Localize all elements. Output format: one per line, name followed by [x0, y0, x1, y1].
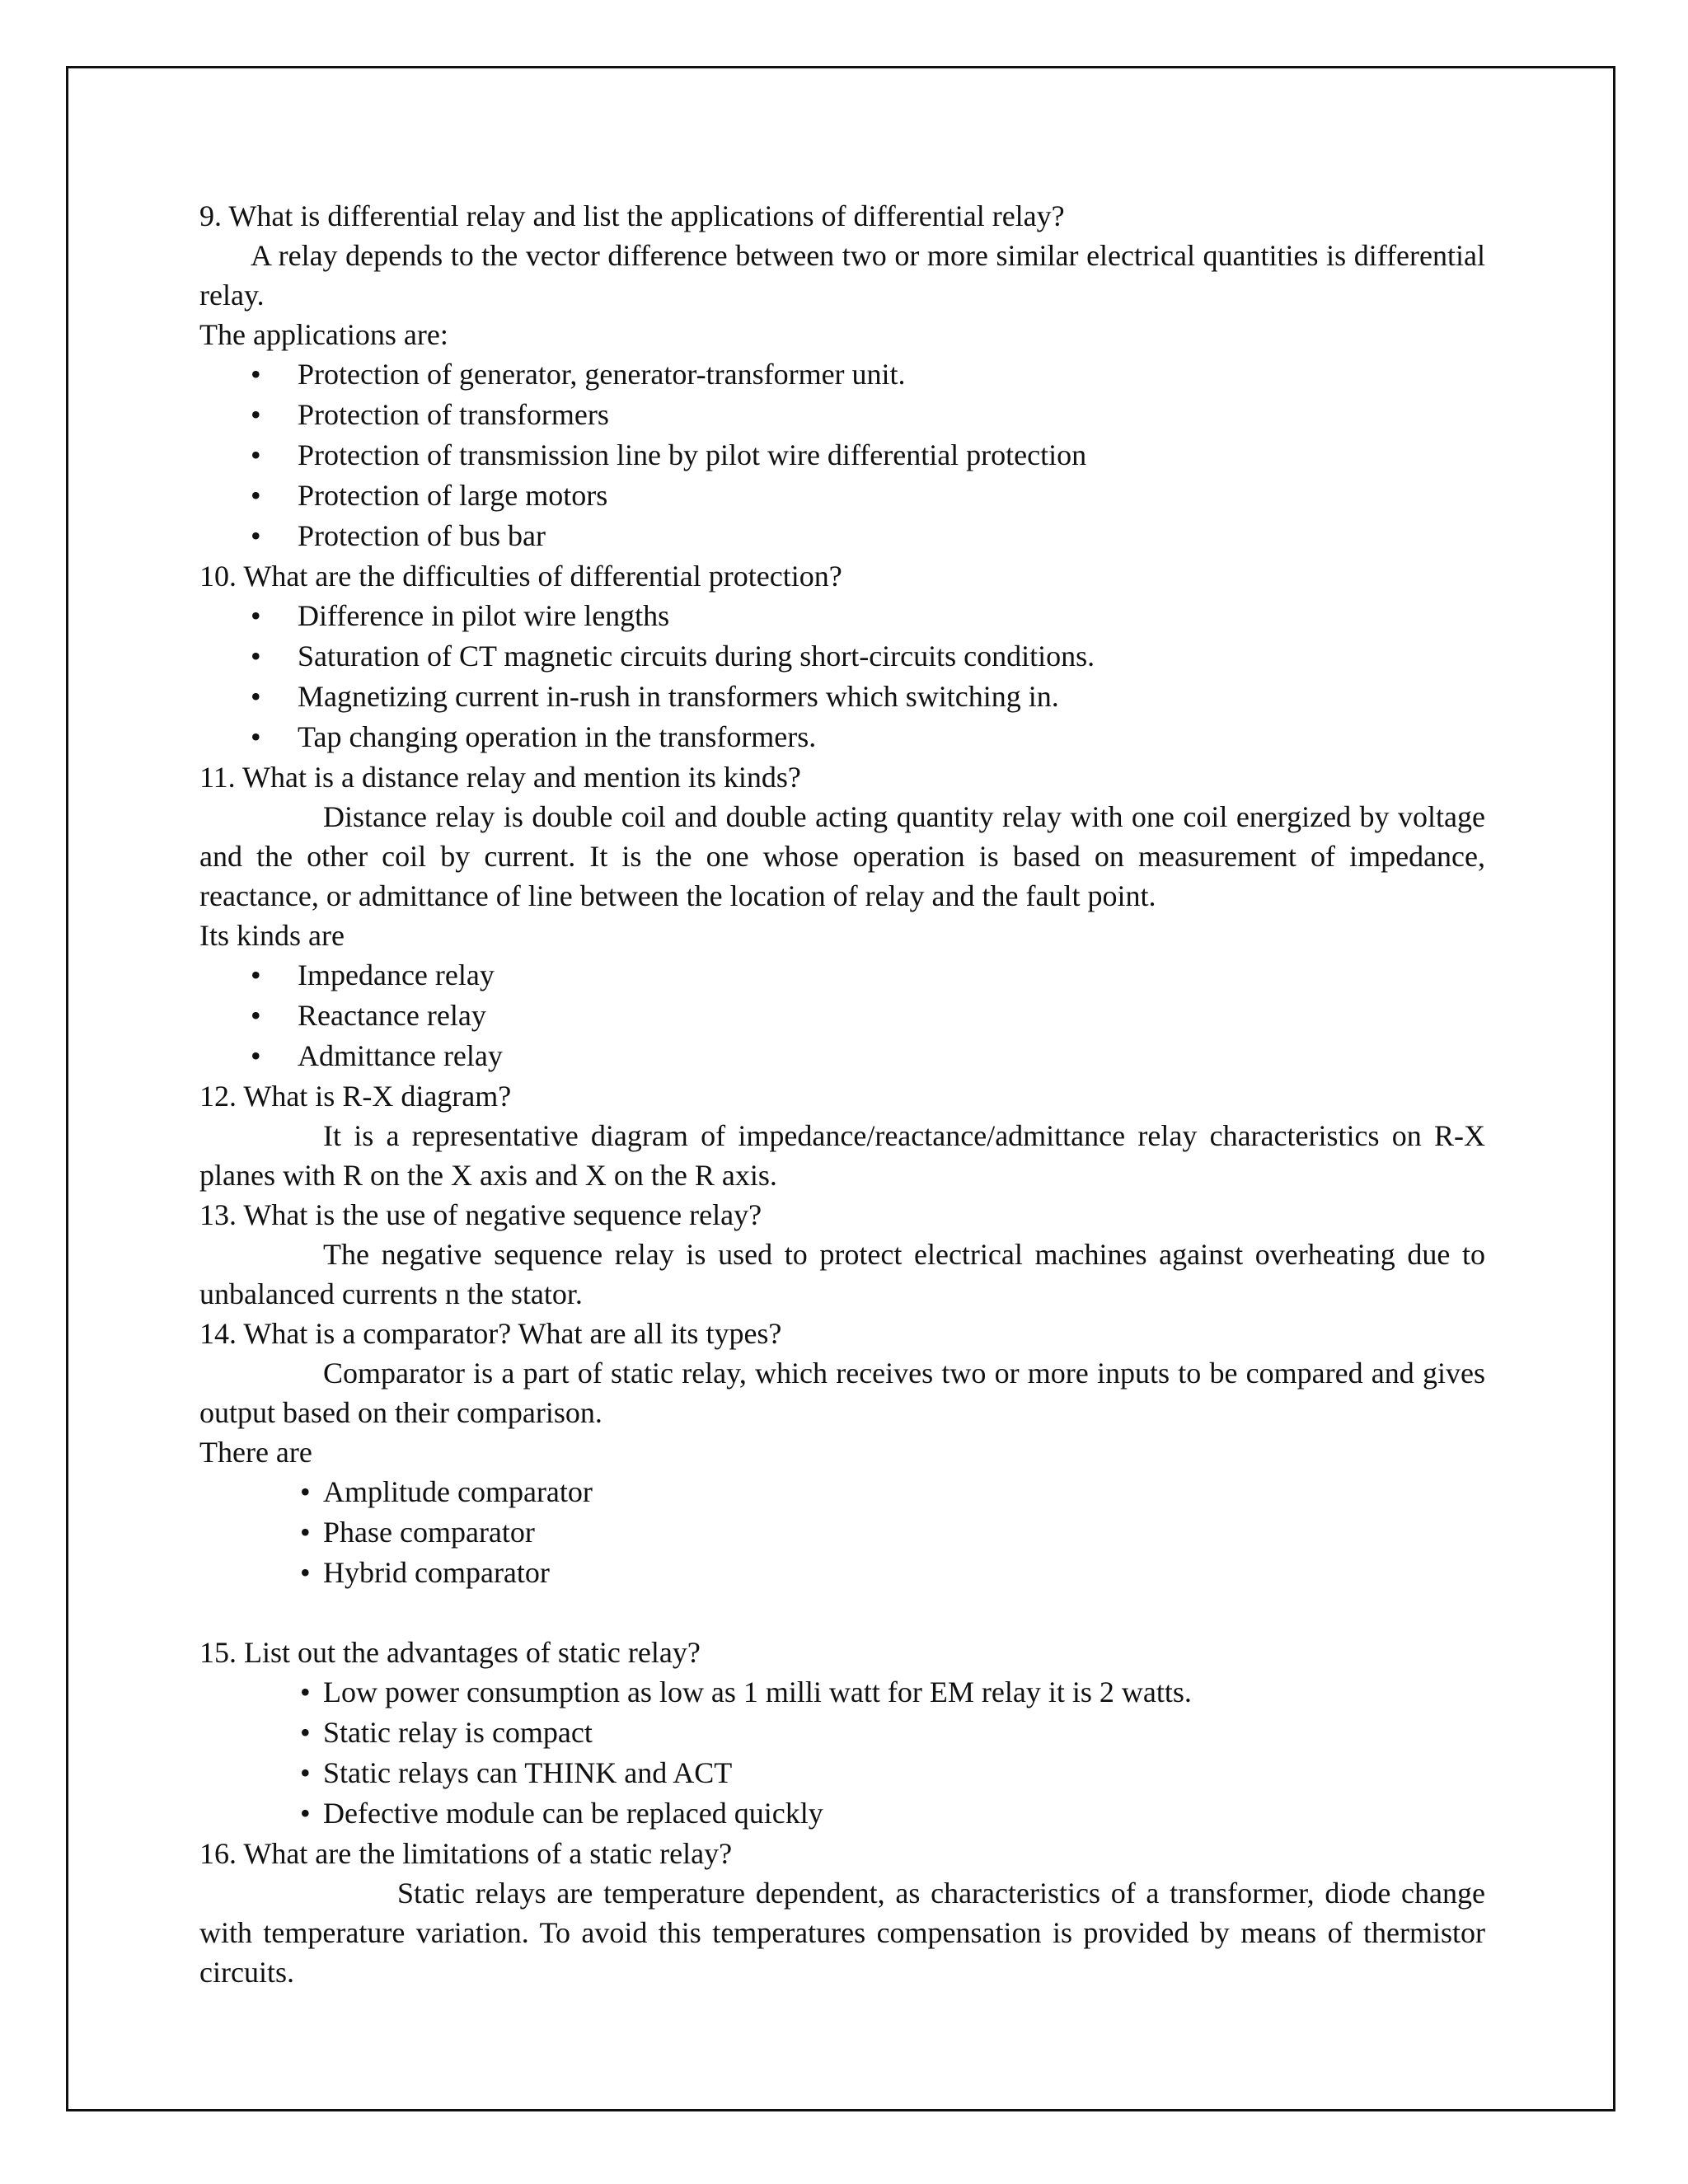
bullet-icon: • — [251, 680, 261, 713]
document-body — [199, 196, 1485, 1992]
bullet-icon: • — [251, 398, 261, 431]
list-item: • Hybrid comparator — [199, 1553, 1485, 1593]
question-14: 14. What is a comparator? What are all its types? — [199, 1317, 782, 1350]
bullet-icon: • — [300, 1556, 311, 1589]
spacer — [199, 1593, 1485, 1633]
bullet-icon: • — [251, 999, 261, 1032]
answer-16: Static relays are temperature dependent, as characteristics of a transformer, diode change with temperature variation. To avoid this temperatures compensation is provided by means of thermistor circuits. — [199, 1877, 1485, 1989]
bullet-icon: • — [251, 720, 261, 753]
bullet-icon: • — [251, 599, 261, 632]
question-9: 9. What is differential relay and list the applications of differential relay? — [199, 199, 1065, 232]
bullet-icon: • — [300, 1475, 311, 1508]
list-item: • Protection of transformers — [199, 395, 1485, 435]
bullet-icon: • — [251, 479, 261, 512]
list-item: • Static relays can THINK and ACT — [199, 1753, 1485, 1793]
bullet-icon: • — [251, 958, 261, 991]
bullet-icon: • — [251, 640, 261, 673]
list-item: • Difference in pilot wire lengths — [199, 596, 1485, 636]
list-intro-11: Its kinds are — [199, 919, 345, 952]
question-10: 10. What are the difficulties of differential protection? — [199, 560, 842, 593]
list-item: • Protection of bus bar — [199, 516, 1485, 556]
list-item: • Defective module can be replaced quickly — [199, 1793, 1485, 1834]
bullet-icon: • — [251, 519, 261, 552]
list-item: • Phase comparator — [199, 1512, 1485, 1553]
bullet-icon: • — [251, 1039, 261, 1072]
list-item: • Magnetizing current in-rush in transformers which switching in. — [199, 677, 1485, 717]
answer-14: Comparator is a part of static relay, which receives two or more inputs to be compared and gives output based on their comparison. — [199, 1357, 1485, 1429]
list-item: • Admittance relay — [199, 1036, 1485, 1076]
bullet-icon: • — [300, 1675, 311, 1708]
list-intro-9: The applications are: — [199, 318, 448, 351]
question-16: 16. What are the limitations of a static relay? — [199, 1837, 733, 1870]
question-11: 11. What is a distance relay and mention its kinds? — [199, 761, 801, 794]
question-13: 13. What is the use of negative sequence relay? — [199, 1198, 762, 1231]
bullet-icon: • — [251, 358, 261, 391]
distance-relay-kinds-list — [199, 955, 1485, 1076]
static-relay-advantages-list — [199, 1672, 1485, 1834]
bullet-icon: • — [300, 1716, 311, 1749]
answer-9: A relay depends to the vector difference between two or more similar electrical quantities is differential relay. — [199, 239, 1485, 312]
list-item: • Protection of generator, generator-transformer unit. — [199, 354, 1485, 395]
bullet-icon: • — [300, 1797, 311, 1830]
answer-11: Distance relay is double coil and double acting quantity relay with one coil energized by voltage and the other coil by current. It is the one whose operation is based on measurement of impedance, reactance, or admittance of line between the location of relay and the fault point. — [199, 800, 1485, 912]
bullet-icon: • — [300, 1756, 311, 1789]
list-intro-14: There are — [199, 1436, 312, 1469]
list-item: • Low power consumption as low as 1 milli watt for EM relay it is 2 watts. — [199, 1672, 1485, 1713]
question-12: 12. What is R-X diagram? — [199, 1080, 512, 1113]
bullet-icon: • — [251, 438, 261, 471]
bullet-icon: • — [300, 1516, 311, 1549]
list-item: • Reactance relay — [199, 996, 1485, 1036]
list-item: • Static relay is compact — [199, 1713, 1485, 1753]
list-item: • Impedance relay — [199, 955, 1485, 996]
list-item: • Amplitude comparator — [199, 1472, 1485, 1512]
answer-12: It is a representative diagram of impedance/reactance/admittance relay characteristics on R-X planes with R on the X axis and X on the R axis. — [199, 1119, 1485, 1192]
applications-list — [199, 354, 1485, 556]
answer-13: The negative sequence relay is used to protect electrical machines against overheating due to unbalanced currents n the stator. — [199, 1238, 1485, 1310]
question-15: 15. List out the advantages of static relay? — [199, 1636, 701, 1669]
list-item: • Tap changing operation in the transformers. — [199, 717, 1485, 757]
difficulties-list — [199, 596, 1485, 757]
list-item: • Saturation of CT magnetic circuits during short-circuits conditions. — [199, 636, 1485, 677]
list-item: • Protection of transmission line by pilot wire differential protection — [199, 435, 1485, 476]
list-item: • Protection of large motors — [199, 476, 1485, 516]
comparator-types-list — [199, 1472, 1485, 1593]
